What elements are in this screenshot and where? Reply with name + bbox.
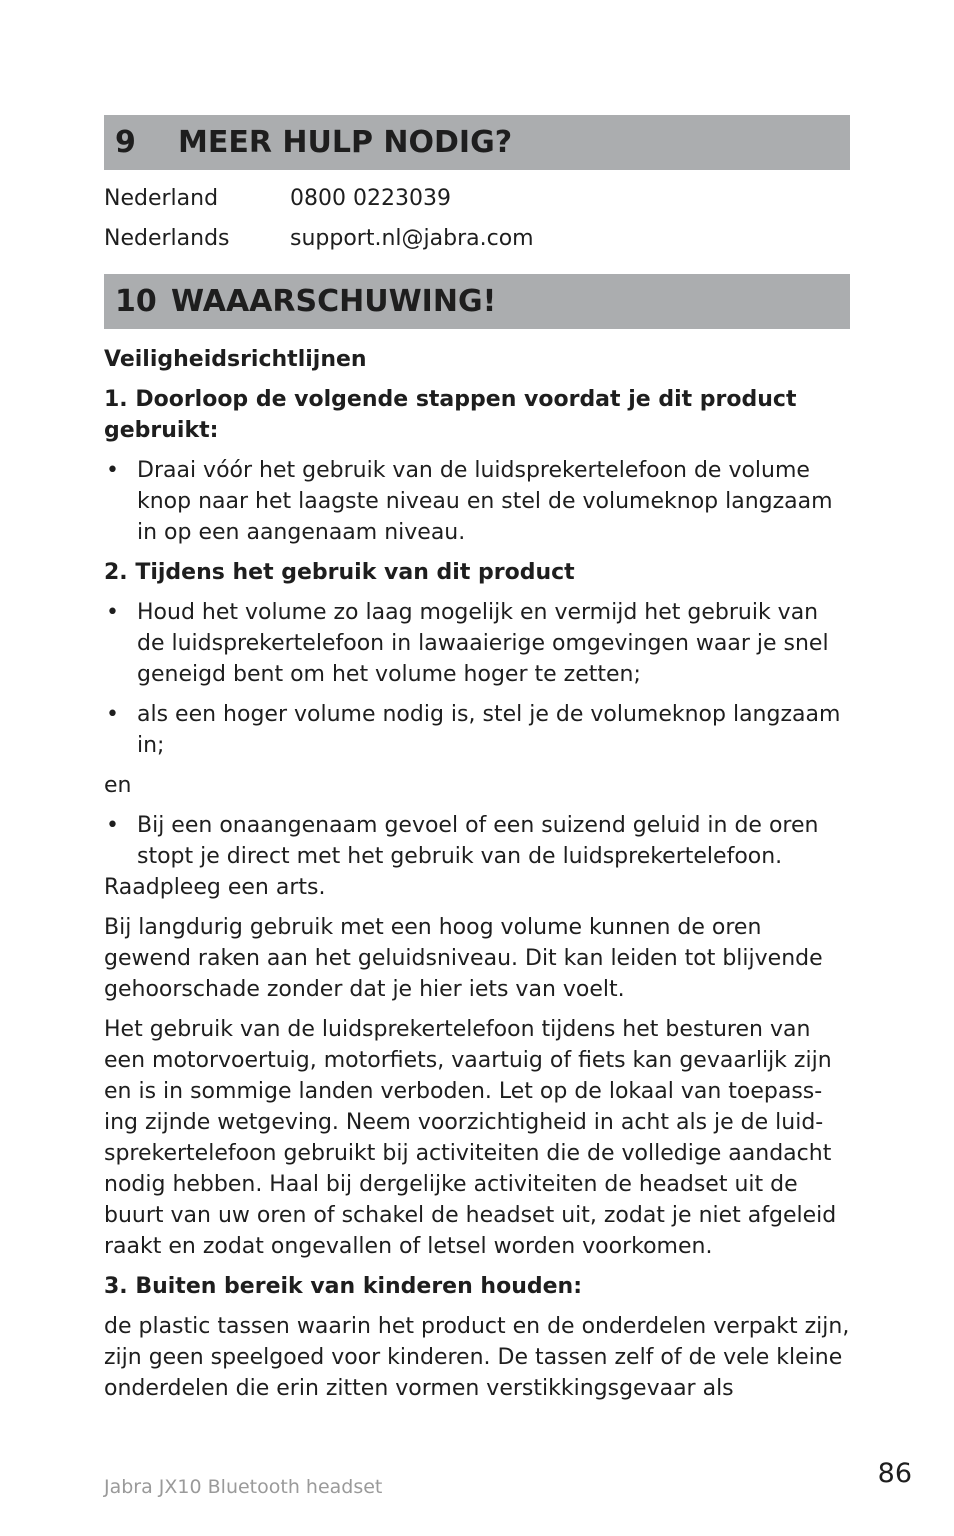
bullet-text: als een hoger volume nodig is, stel je de volumeknop langzaam in; <box>137 702 841 758</box>
step-3-heading: 3. Buiten bereik van kinderen houden: <box>104 1274 582 1299</box>
contact-phone-number: 0800 0223039 <box>290 186 451 211</box>
bullet-text: Bij een onaangenaam gevoel of een suizend geluid in de oren stopt je direct met het gebruik van de luidsprekertelefoon. <box>137 813 819 869</box>
section-10-number: 10 <box>115 284 157 319</box>
bullet-icon: • <box>106 458 119 483</box>
list-item <box>104 597 850 690</box>
paragraph-hearing: Bij langdurig gebruik met een hoog volume kunnen de oren gewend raken aan het geluidsniveau. Dit kan leiden tot blijvende gehoorschade zonder dat je hier iets van voelt. <box>104 915 823 1002</box>
paragraph-driving: Het gebruik van de luidsprekertelefoon tijdens het besturen van een motorvoertuig, motorfiets, vaartuig of fiets kan gevaarlijk zijn en is in sommige landen verboden. Let op de lokaal van toepass-ing zijnde wetgeving. Neem voorzichtigheid in acht als je de luid-sprekertelefoon gebruikt bij activiteiten die de volledige aandacht nodig hebben. Haal bij dergelijke activiteiten de headset uit de buurt van uw oren of schakel de headset uit, zodat je niet afgeleid raakt en zodat ongevallen of letsel worden voorkomen. <box>104 1017 837 1259</box>
section-10-header <box>104 274 850 329</box>
section-9-title: MEER HULP NODIG? <box>178 125 513 160</box>
list-item <box>104 810 850 872</box>
list-item <box>104 699 850 761</box>
paragraph-children: de plastic tassen waarin het product en de onderdelen verpakt zijn, zijn geen speelgoed voor kinderen. De tassen zelf of de vele kleine onderdelen die erin zitten vormen verstikkingsgevaar als <box>104 1314 850 1401</box>
section-9-number: 9 <box>115 125 136 160</box>
consult-doctor-text: Raadpleeg een arts. <box>104 875 326 900</box>
contact-email: support.nl@jabra.com <box>290 226 534 251</box>
section-9-header <box>104 115 850 170</box>
bullet-icon: • <box>106 813 119 838</box>
list-item <box>104 455 850 548</box>
step-2-heading: 2. Tijdens het gebruik van dit product <box>104 560 575 585</box>
section-10-title: WAAARSCHUWING! <box>171 284 497 319</box>
warning-content <box>104 344 850 1413</box>
bullet-icon: • <box>106 702 119 727</box>
bullet-text: Draai vóór het gebruik van de luidsprekertelefoon de volume knop naar het laagste niveau en stel de volumeknop langzaam in op een aangenaam niveau. <box>137 458 833 545</box>
footer-product-name: Jabra JX10 Bluetooth headset <box>104 1476 383 1498</box>
bullet-icon: • <box>106 600 119 625</box>
contact-language-label: Nederlands <box>104 226 230 251</box>
contact-country-label: Nederland <box>104 186 219 211</box>
page-number: 86 <box>877 1458 912 1489</box>
bullet-text: Houd het volume zo laag mogelijk en vermijd het gebruik van de luidsprekertelefoon in lawaaierige omgevingen waar je snel geneigd bent om het volume hoger te zetten; <box>137 600 829 687</box>
safety-guidelines-heading: Veiligheidsrichtlijnen <box>104 347 367 372</box>
step-1-heading: 1. Doorloop de volgende stappen voordat je dit product gebruikt: <box>104 387 797 443</box>
connector-text: en <box>104 773 132 798</box>
